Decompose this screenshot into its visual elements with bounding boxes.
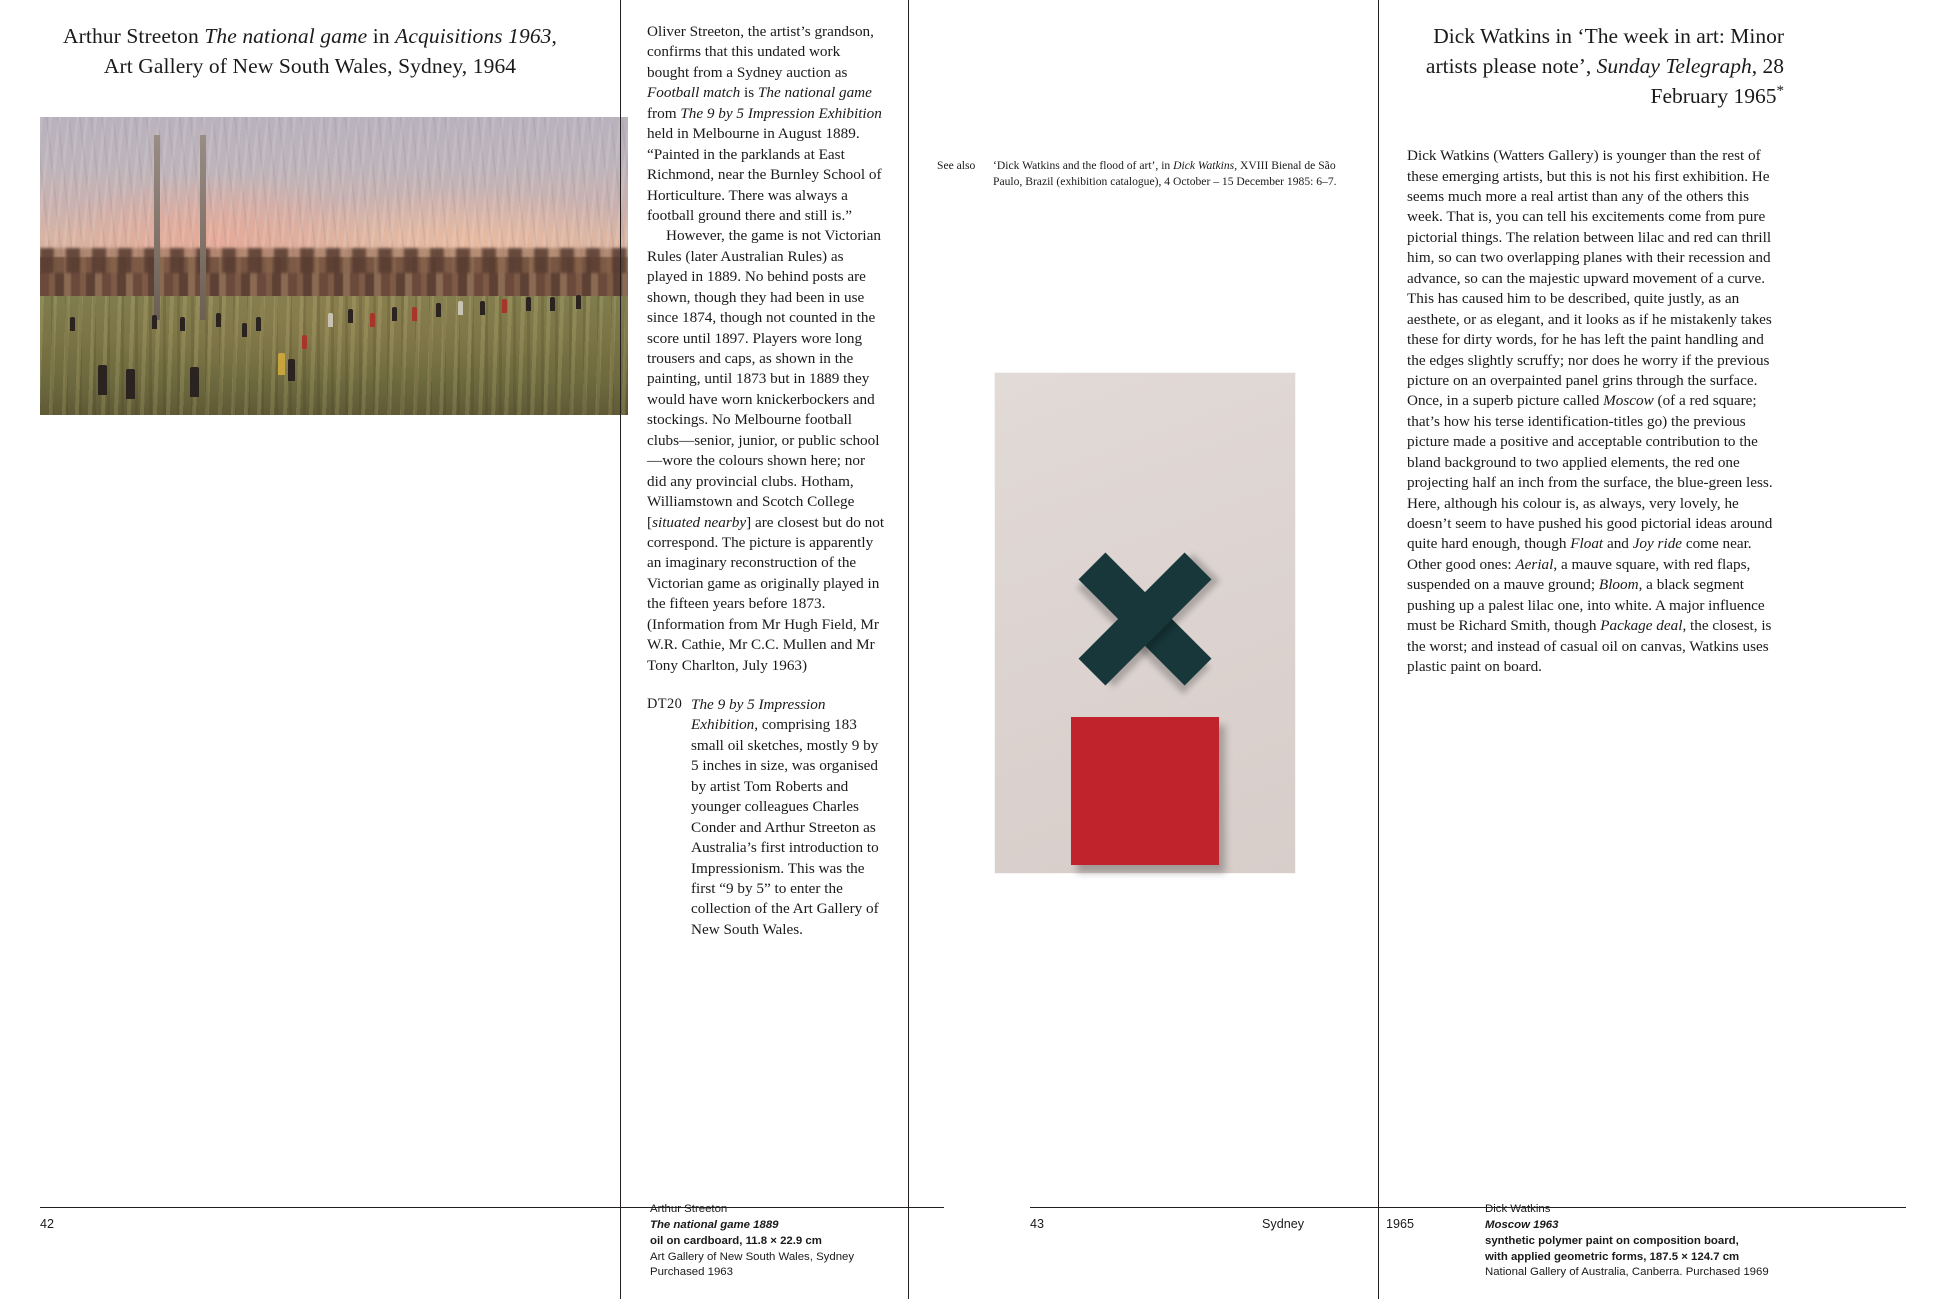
caption-title: Moscow 1963 [1485,1219,1559,1232]
footnote-key: DT20 [647,696,683,712]
painting-goal-post-right [200,135,206,320]
painting-figure [576,295,581,309]
left-body-paragraph-2: However, the game is not Victorian Rules (later Australian Rules) as played in 1889. No behind posts are shown, though they had been in use since 1874, though not counted in the score until 1897. Players wore long trousers and caps, as shown in the painting, until 1873 but in 1889 they would have worn knickerbockers and stockings. No Melbourne football clubs—senior, junior, or public school—wore the colours shown here; nor did any provincial clubs. Hotham, Williamstown and Scotch College [situated nearby] are closest but do not correspond. The picture is apparently an imaginary reconstruction of the Victorian game as originally played in the fifteen years before 1873. (Information from Mr Hugh Field, Mr W.R. Cathie, Mr C.C. Mullen and Mr Tony Charlton, July 1963) [647,227,885,674]
painting-figure [98,365,107,395]
heading-text-2: in [367,24,396,48]
painting-figure [436,303,441,317]
right-page-folio: 43 [1030,1217,1045,1231]
running-head-year: 1965 [1386,1217,1415,1231]
painting-figure [190,367,199,397]
painting-figure [216,313,221,327]
painting-figure [242,323,247,337]
running-head-place: Sydney [1262,1217,1305,1231]
footnote-text: , comprising 183 small oil sketches, mostly 9 by 5 inches in size, was organised by artist Tom Roberts and younger colleagues Charles Conder and Arthur Streeton as Australia’s first introduction to Impressionism. This was the first “9 by 5” to enter the collection of the Art Gallery of New South Wales. [691,716,879,938]
caption-credit: Purchased 1963 [650,1266,733,1279]
footnote-body [691,695,886,940]
right-heading-text-1: Dick Watkins in ‘The week in art: Minor artists please note’, [1425,24,1784,78]
painting-figure [152,315,157,329]
right-body-paragraph-1: Dick Watkins (Watters Gallery) is younger than the rest of these emerging artists, but this is not his first exhibition. He seems much more a real artist than any of the others this week. That is, you can tell his excitements come from pure pictorial things. The relation between lilac and red can thrill him, so can two overlapping planes with their recession and advance, so can the majestic upward movement of a curve. This has caused him to be described, quite justly, as an aesthete, or as elegant, and it looks as if he mistakenly takes these for dirty words, for he has left the paint handling and the edges slightly scruffy; nor does he worry if the previous picture on an overpainted panel grins through the surface. Once, in a superb picture called Moscow (of a red square; that’s how his terse identification-titles go) the previous picture made a positive and acceptable contribution to the bland background to two applied elements, the red one projecting half an inch from the surface, the blue-green less. Here, although his colour is, as always, very lovely, he doesn’t seem to have pushed his good pictorial ideas around quite hard enough, though Float and Joy ride come near. Other good ones: Aerial, a mauve square, with red flaps, suspended on a mauve ground; Bloom, a black segment pushing up a palest lilac one, into white. A major influence must be Richard Smith, though Package deal, the closest, is the worst; and instead of casual oil on canvas, Watkins uses plastic paint on board. [1407,147,1773,676]
caption-artist: Arthur Streeton [650,1203,728,1216]
right-heading-italic-publication: Sunday Telegraph [1596,53,1752,78]
painting-figure [180,317,185,331]
painting-figure [370,313,375,327]
right-page-column-two [1378,0,1824,1299]
right-heading-asterisk: * [1776,83,1784,100]
painting-figure [412,307,417,321]
painting-figure [256,317,261,331]
heading-italic-title: The national game [204,24,368,48]
left-page-column-one [0,0,620,1299]
right-page-footer-rule [1030,1207,1906,1208]
right-artwork-caption [1485,1202,1769,1281]
right-body-text [1407,146,1784,677]
heading-text-3: , Art Gallery of New South Wales, Sydney, 1964 [103,24,558,78]
caption-artist: Dick Watkins [1485,1203,1551,1216]
caption-collection: National Gallery of Australia, Canberra. Purchased 1969 [1485,1266,1769,1279]
painting-figure [328,313,333,327]
painting-figure [502,299,507,313]
caption-title: The national game 1889 [650,1219,779,1232]
moscow-red-square [1071,717,1219,865]
heading-text-1: Arthur Streeton [62,24,205,48]
left-body-paragraph-1: Oliver Streeton, the artist’s grandson, confirms that this undated work bought from a Sydney auction as Football match is The national game from The 9 by 5 Impression Exhibition held in Melbourne in August 1889. “Painted in the parklands at East Richmond, near the Burnley School of Horticulture. There was always a football ground there and still is.” [647,23,882,224]
caption-medium-line-one: synthetic polymer paint on composition board, [1485,1234,1739,1247]
painting-figure [458,301,463,315]
see-also-reference [937,158,1352,191]
painting-figure [302,335,307,349]
right-page [908,0,1946,1299]
left-footnote [647,695,886,940]
left-page-heading [54,22,566,81]
painting-goal-post-left [154,135,160,320]
painting-figure [392,307,397,321]
left-page-column-two [620,0,908,1299]
painting-figure [526,297,531,311]
right-page-column-one [908,0,1378,1299]
caption-medium: oil on cardboard, 11.8 × 22.9 cm [650,1234,822,1247]
heading-italic-publication: Acquisitions 1963 [395,24,552,48]
painting-figure [550,297,555,311]
painting-treeline [40,257,628,299]
painting-figure [70,317,75,331]
left-artwork-caption [650,1202,854,1281]
caption-medium-line-two: with applied geometric forms, 187.5 × 124.7 cm [1485,1250,1740,1263]
right-heading-text-2: , 28 February 1965 [1650,53,1784,109]
left-page-folio: 42 [40,1217,55,1231]
left-body-text [647,22,886,676]
painting-figure [348,309,353,323]
see-also-label: See also [937,159,976,172]
painting-figure [480,301,485,315]
painting-figure [278,353,285,375]
see-also-text: ‘Dick Watkins and the flood of art’, in Dick Watkins, XVIII Bienal de São Paulo, Brazil (exhibition catalogue), 4 October – 15 December 1985: 6–7. [993,159,1337,189]
caption-collection: Art Gallery of New South Wales, Sydney [650,1250,855,1263]
the-national-game-painting [40,117,628,415]
right-page-heading [1407,22,1784,112]
moscow-x-form [1071,545,1219,693]
painting-figure [126,369,135,399]
footnote-italic-title: The 9 by 5 Impression Exhibition [691,696,826,734]
moscow-painting [995,373,1295,873]
painting-figure [288,359,295,381]
